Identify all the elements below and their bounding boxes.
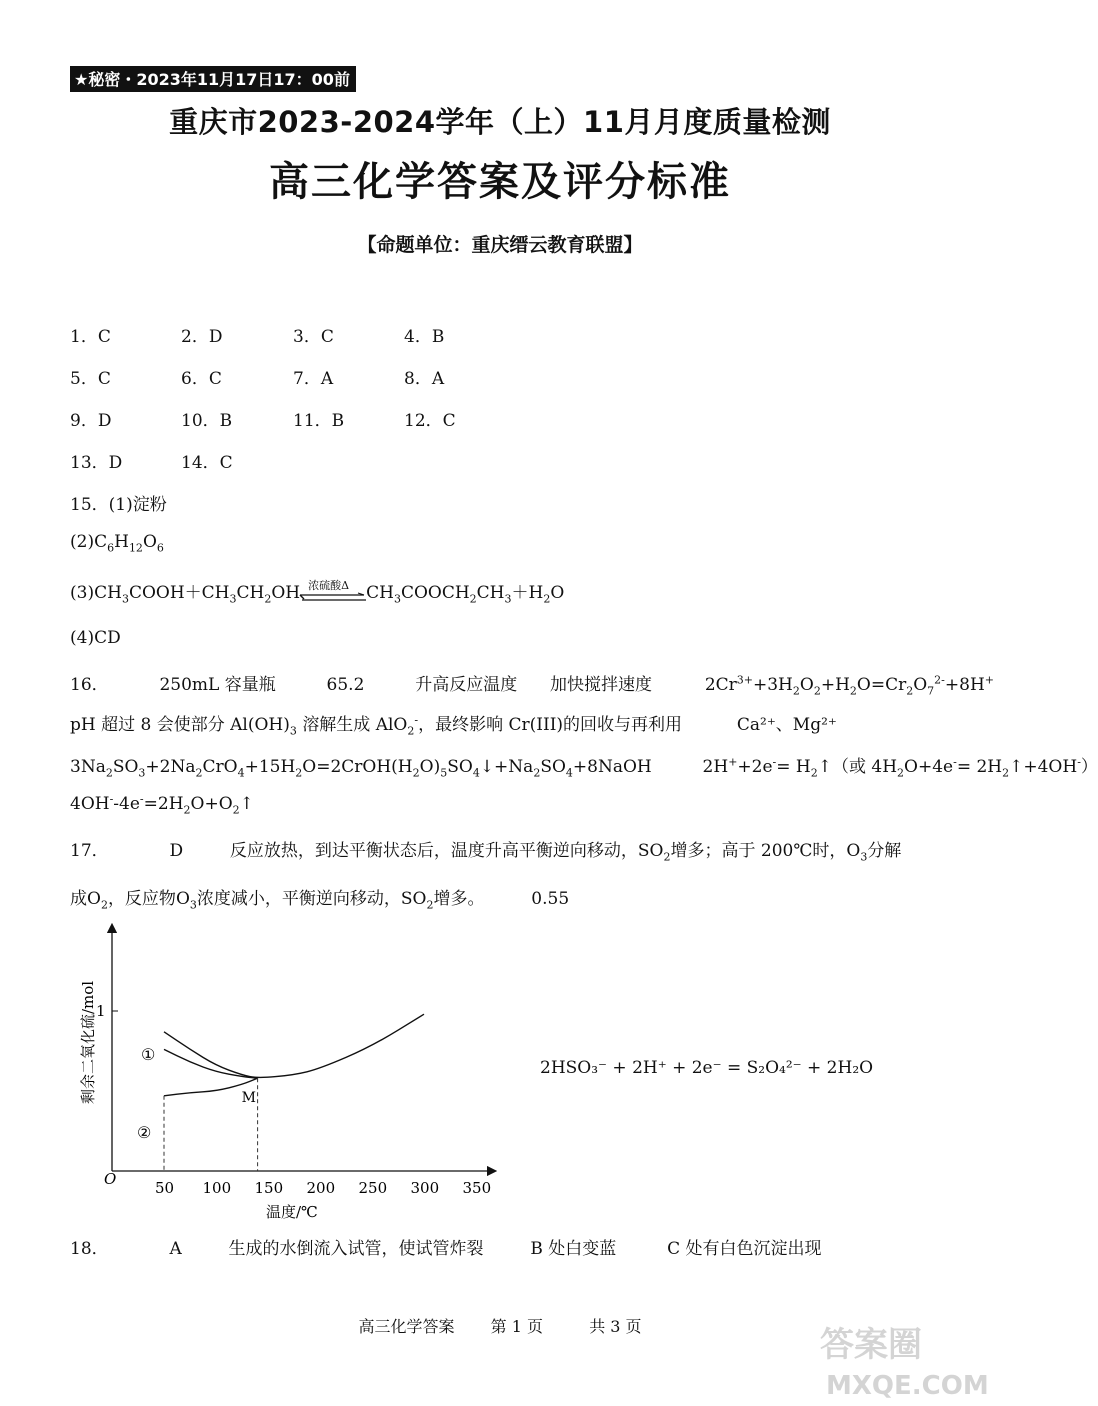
answer-4: 4．B xyxy=(404,327,445,347)
document-title: 高三化学答案及评分标准 xyxy=(269,159,731,205)
x-tick-label: 300 xyxy=(410,1179,440,1197)
answer-2: 2．D xyxy=(181,327,223,347)
q15-part3: $(3)CH_3COOH+CH_3CH_2OH$ 浓硫酸Δ $CH_3COOCH_2CH_3+H_2O$ xyxy=(70,578,565,606)
q17-line1: 17． D 反应放热，到达平衡状态后，温度升高平衡逆向移动，$SO_2$增多；高于 200℃时，$O_3$分解 xyxy=(70,841,902,864)
y-axis-label: 剩余二氧化硫/mol xyxy=(79,980,97,1104)
x-tick-label: 350 xyxy=(462,1179,492,1197)
answer-3: 3．C xyxy=(293,327,334,347)
answer-14: 14．C xyxy=(181,453,233,473)
footer-total: 共 3 页 xyxy=(589,1317,642,1336)
watermark xyxy=(812,1318,992,1402)
point-m-label: M xyxy=(241,1090,256,1107)
q17-line2: 成$O_2$，反应物$O_3$浓度减小，平衡逆向移动，$SO_2$增多。 0.55 xyxy=(70,889,570,912)
q18-line: 18． A 生成的水倒流入试管，使试管炸裂 B 处白变蓝 C 处有白色沉淀出现 xyxy=(70,1239,822,1259)
reversible-arrow: 浓硫酸Δ xyxy=(300,587,366,601)
x-tick-label: 150 xyxy=(254,1179,284,1197)
series-line-1 xyxy=(164,1014,424,1077)
answer-10: 10．B xyxy=(181,411,233,431)
x-tick-label: 200 xyxy=(306,1179,336,1197)
answer-12: 12．C xyxy=(404,411,456,431)
q16-line1: 16． 250mL 容量瓶 65.2 升高反应温度 加快搅拌速度 $2Cr^{3+}+3H_2O_2+H_2O=Cr_2O_7^{2-}+8H^+$ xyxy=(70,673,994,698)
footer-page: 第 1 页 xyxy=(490,1317,543,1336)
origin-label: O xyxy=(104,1170,117,1188)
x-tick-label: 100 xyxy=(202,1179,232,1197)
curve-2-label: ② xyxy=(137,1123,152,1142)
answer-6: 6．C xyxy=(181,369,222,389)
setter-unit: 【命题单位：重庆缙云教育联盟】 xyxy=(357,234,643,256)
exam-title: 重庆市2023-2024学年（上）11月月度质量检测 xyxy=(169,105,831,139)
curve-1-label: ① xyxy=(141,1045,156,1064)
answer-1: 1．C xyxy=(70,327,111,347)
answer-13: 13．D xyxy=(70,453,123,473)
series-line-2 xyxy=(164,1049,258,1078)
y-tick-label: 1 xyxy=(96,1002,106,1020)
q16-line2: pH 超过 8 会使部分 $Al(OH)_3$ 溶解生成 AlO$_2$-，最终影响 Cr(III)的回收与再利用 Ca²⁺、Mg²⁺ xyxy=(70,713,837,738)
watermark-logo: 答案圈 xyxy=(820,1325,922,1365)
x-tick-label: 50 xyxy=(155,1179,175,1197)
q15-part2: $(2)C_6H_{12}O_6$ xyxy=(70,532,164,555)
q15-part4: (4)CD xyxy=(70,628,121,648)
footer-subject: 高三化学答案 xyxy=(358,1317,455,1336)
so2-temperature-chart xyxy=(60,920,520,1230)
answer-9: 9．D xyxy=(70,411,112,431)
answer-8: 8．A xyxy=(404,369,445,389)
q16-line3: $3Na_2SO_3+2Na_2CrO_4+15H_2O=2CrOH(H_2O)_5SO_4↓+Na_2SO_4+8NaOH$ $2H^++2e^-= H_2↑$（或 $4H_2O+4e^-=$ $2H_2↑+4OH^-$） xyxy=(70,755,1098,780)
x-tick-label: 250 xyxy=(358,1179,388,1197)
answer-7: 7．A xyxy=(293,369,334,389)
q16-line4: $4OH^--4e^-=2H_2O+O_2↑$ xyxy=(70,792,254,817)
watermark-url: MXQE.COM xyxy=(826,1371,989,1401)
q15-part1: 15．(1)淀粉 xyxy=(70,495,167,515)
x-axis-label: 温度/℃ xyxy=(266,1203,318,1221)
answer-5: 5．C xyxy=(70,369,111,389)
electrode-equation: 2HSO₃⁻ + 2H⁺ + 2e⁻ = S₂O₄²⁻ + 2H₂O xyxy=(540,1058,874,1078)
answer-11: 11．B xyxy=(293,411,345,431)
confidential-banner: ★秘密・2023年11月17日17：00前 xyxy=(70,66,356,92)
